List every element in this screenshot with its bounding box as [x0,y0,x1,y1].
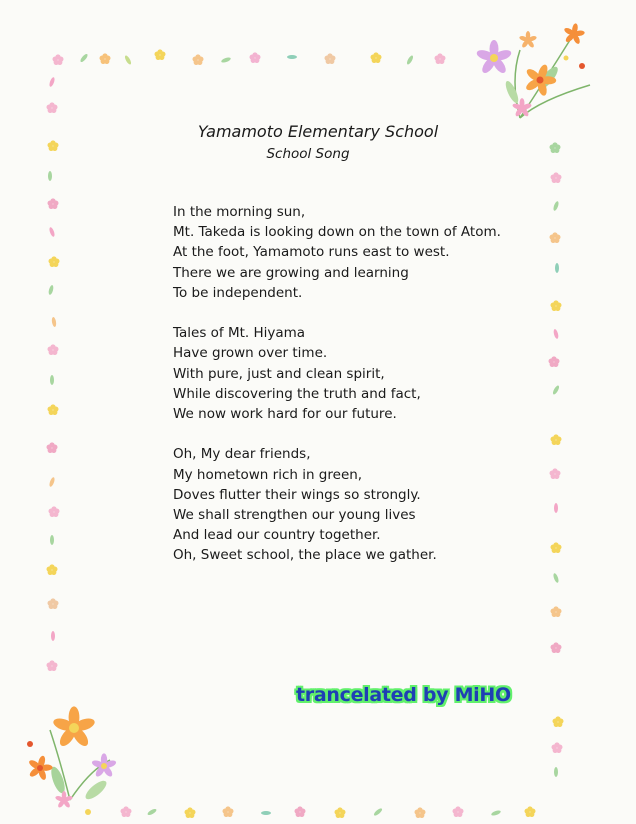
document-subtitle: School Song [266,146,350,162]
stanza [173,444,533,565]
lyric-line: Have grown over time. [173,345,328,362]
lyric-line: We now work hard for our future. [173,406,397,423]
lyric-line: Oh, Sweet school, the place we gather. [173,547,437,564]
left-border-flowers [47,77,60,671]
lyric-line: Mt. Takeda is looking down on the town of Atom. [173,224,501,241]
stanza [173,323,533,424]
lyric-line: There we are growing and learning [173,264,409,281]
lyric-line: Doves flutter their wings so strongly. [173,486,421,503]
flower-bouquet-icon [27,706,117,815]
lyric-line: To be independent. [173,284,303,301]
lyric-line: Tales of Mt. Hiyama [173,325,306,342]
lyric-line: With pure, just and clean spirit, [173,365,385,382]
lyric-line: At the foot, Yamamoto runs east to west. [173,244,450,261]
song-lyrics [173,202,533,586]
lyric-line: My hometown rich in green, [173,466,363,483]
lyric-line: And lead our country together. [173,527,381,544]
stanza [173,202,533,303]
right-border-flowers [549,142,564,777]
lyric-line: In the morning sun, [173,204,306,220]
flower-bouquet-icon [475,23,590,118]
bottom-border-flowers [121,806,536,818]
lyric-line: While discovering the truth and fact, [173,385,421,402]
document-title: Yamamoto Elementary School [197,122,439,141]
lyric-line: We shall strengthen our young lives [173,507,416,524]
top-border-flowers [53,49,446,65]
translator-credit: trancelated by MiHO [296,684,511,706]
lyric-line: Oh, My dear friends, [173,446,311,463]
